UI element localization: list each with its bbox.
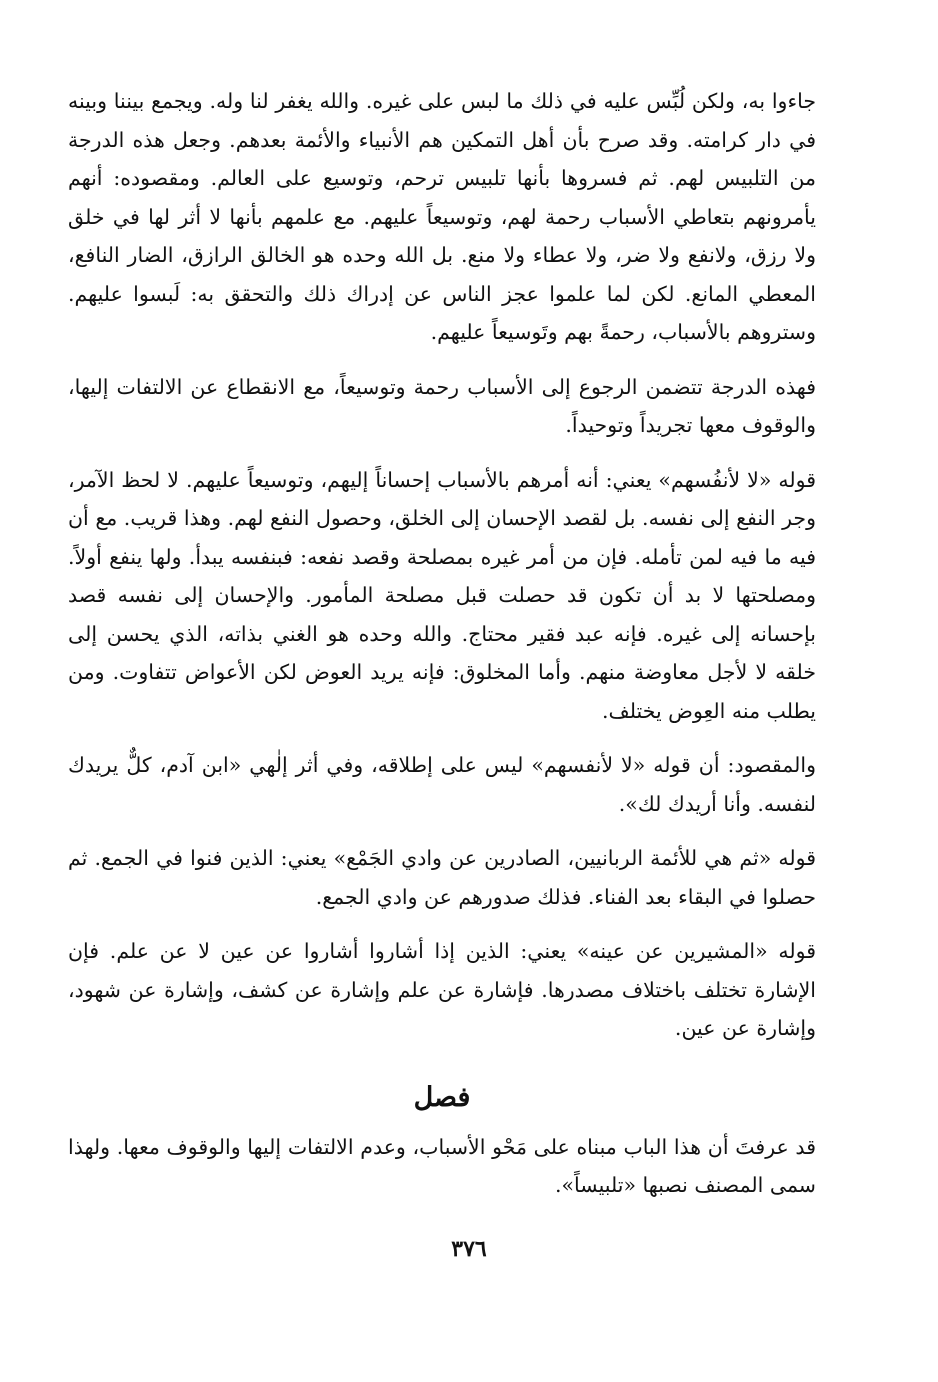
book-page [68, 82, 816, 1205]
paragraph-5: قوله «ثم هي للأئمة الربانيين، الصادرين عن وادي الجَمْع» يعني: الذين فنوا في الجمع. ثم حصلوا في البقاء بعد الفناء. فذلك صدورهم عن وادي الجمع. [68, 846, 816, 909]
paragraph-1: جاءوا به، ولكن لُبِّس عليه في ذلك ما لبس على غيره. والله يغفر لنا وله. ويجمع بيننا وبينه في دار كرامته. وقد صرح بأن أهل التمكين هم الأنبياء والأئمة بعدهم. وجعل هذه الدرجة من التلبيس لهم. ثم فسروها بأنها تلبيس ترحم، وتوسيع على العالم. ومقصوده: أنهم يأمرونهم بتعاطي الأسباب رحمة لهم، وتوسيعاً عليهم. مع علمهم بأنها لا أثر لها في خلق ولا رزق، ولانفع ولا ضر، ولا عطاء ولا منع. بل الله وحده هو الخالق الرازق، الضار النافع، المعطي المانع. لكن لما علموا عجز الناس عن إدراك ذلك والتحقق به: لَبسوا عليهم. وستروهم بالأسباب، رحمةً بهم وتَوسيعاً عليهم. [68, 89, 816, 344]
paragraph-4: والمقصود: أن قوله «لا لأنفسهم» ليس على إطلاقه، وفي أثر إلٰهي «ابن آدم، كلٌّ يريدك لنفسه. وأنا أريدك لك». [68, 753, 816, 816]
paragraph-3: قوله «لا لأنفُسهم» يعني: أنه أمرهم بالأسباب إحساناً إليهم، وتوسيعاً عليهم. لا لحظ الآمر، وجر النفع إلى نفسه. بل لقصد الإحسان إلى الخلق، وحصول النفع لهم. وهذا قريب. مع أن فيه ما فيه لمن تأمله. فإن من أمر غيره بمصلحة وقصد نفعه: فبنفسه يبدأ. ولها ينفع أولاً. ومصلحتها لا بد أن تكون قد حصلت قبل مصلحة المأمور. والإحسان إلى نفسه قصد بإحسانه إلى غيره. فإنه عبد فقير محتاج. والله وحده هو الغني بذاته، الذي يحسن إلى خلقه لا لأجل معاوضة منهم. وأما المخلوق: فإنه يريد العوض لكن الأعواض تتفاوت. ومن يطلب منه العِوض يختلف. [68, 467, 816, 723]
section-heading: فصل [413, 1081, 471, 1113]
paragraph-6: قوله «المشيرين عن عينه» يعني: الذين إذا أشاروا أشاروا عن عين لا عن علم. فإن الإشارة تختلف باختلاف مصدرها. فإشارة عن علم وإشارة عن كشف، وإشارة عن شهود، وإشارة عن عين. [68, 939, 816, 1040]
paragraph-2: فهذه الدرجة تتضمن الرجوع إلى الأسباب رحمة وتوسيعاً، مع الانقطاع عن الالتفات إليها، والوقوف معها تجريداً وتوحيداً. [68, 374, 816, 437]
section-paragraph-1: قد عرفتَ أن هذا الباب مبناه على مَحْو الأسباب، وعدم الالتفات إليها والوقوف معها. ولهذا سمى المصنف نصبها «تلبيساً». [68, 1134, 816, 1197]
page-number: ٣٧٦ [451, 1236, 487, 1262]
